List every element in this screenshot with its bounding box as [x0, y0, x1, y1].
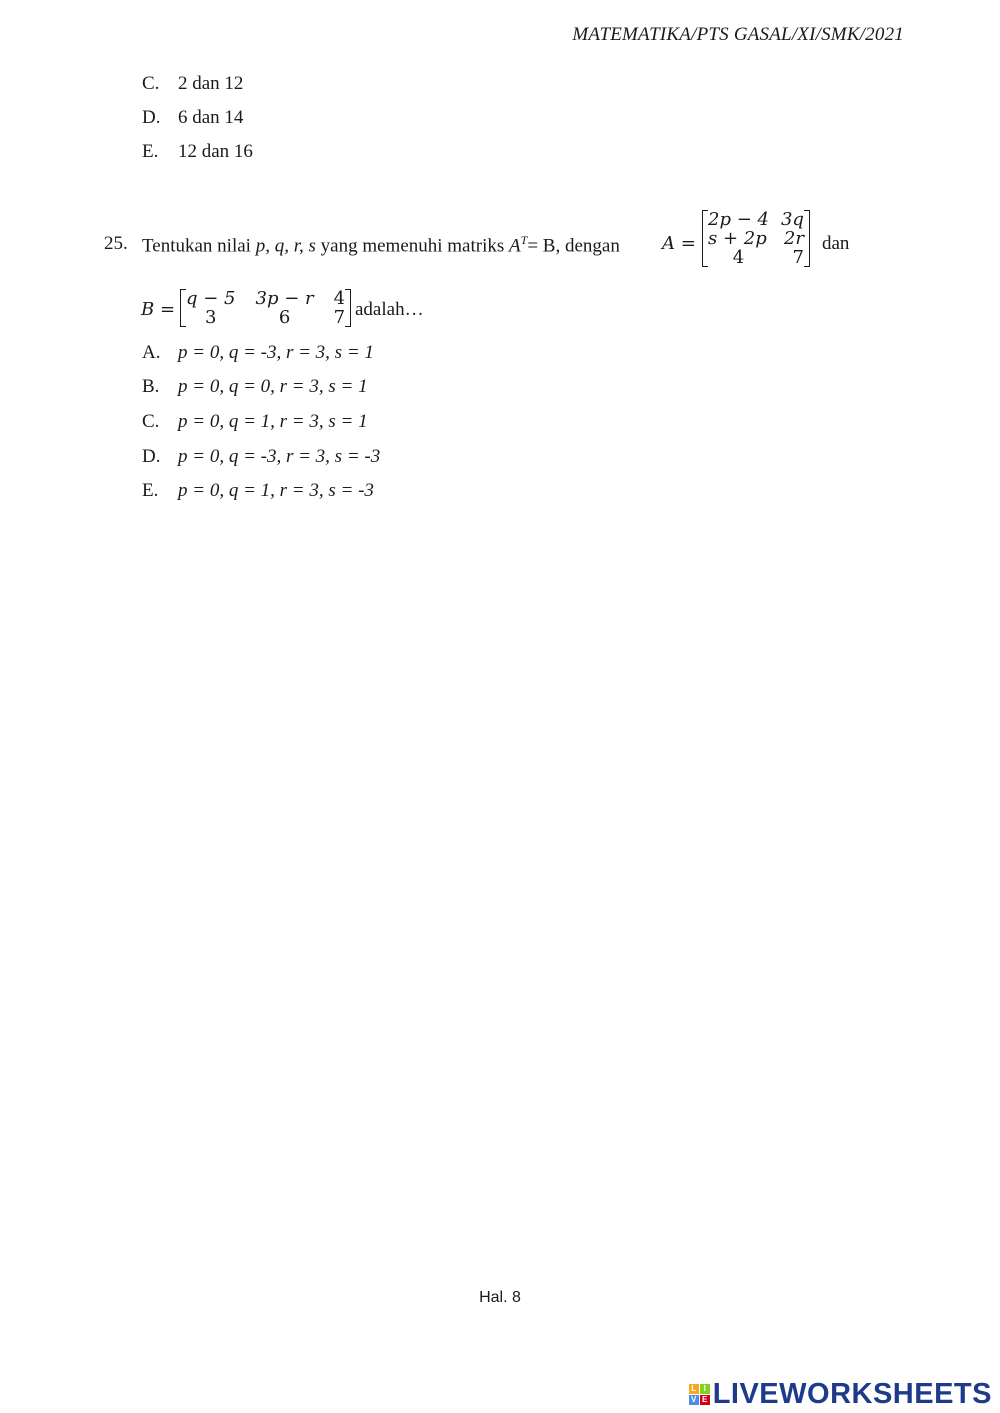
logo-icon-tile: E — [700, 1395, 710, 1405]
matrix-a-label-text: A = — [662, 233, 696, 254]
matrix-a-body — [702, 210, 810, 267]
question-number: 25. — [104, 233, 128, 254]
adalah-text: adalah… — [355, 299, 424, 320]
option-text: p = 0, q = 1, r = 3, s = -3 — [178, 480, 374, 501]
question-text-part: Tentukan nilai — [142, 235, 256, 257]
option-text: 2 dan 12 — [178, 73, 244, 94]
logo-icon-tile: V — [689, 1395, 699, 1405]
option-text: p = 0, q = 1, r = 3, s = 1 — [178, 411, 368, 432]
matrix-a — [702, 210, 810, 267]
matrix-b — [180, 289, 351, 327]
logo-icon — [689, 1384, 710, 1405]
option-text: 6 dan 14 — [178, 107, 244, 128]
option-letter: C. — [142, 73, 160, 94]
bracket-right — [345, 289, 351, 327]
matrix-b-cell: q − 5 — [186, 288, 236, 309]
bracket-left — [702, 210, 708, 267]
page-number: Hal. 8 — [479, 1289, 521, 1306]
option-letter: A. — [142, 342, 161, 363]
question-text-part: , dengan — [555, 235, 620, 257]
option-text: 12 dan 16 — [178, 141, 253, 162]
option-text: p = 0, q = 0, r = 3, s = 1 — [178, 376, 368, 397]
option-letter: E. — [142, 480, 159, 501]
option-e[interactable] — [142, 480, 374, 502]
logo-icon-tile: L — [689, 1384, 699, 1394]
question-text-part: yang memenuhi matriks — [315, 235, 510, 257]
matrix-a-cell: s + 2p — [708, 228, 767, 249]
matrix-b-body — [180, 289, 351, 327]
option-a[interactable] — [142, 342, 374, 364]
matrix-b-cell: 3p − r — [255, 288, 314, 309]
option-text: p = 0, q = -3, r = 3, s = 1 — [178, 342, 374, 363]
option-letter: C. — [142, 411, 160, 432]
dan-text: dan — [822, 233, 850, 254]
option-e-prev — [142, 141, 253, 163]
matrix-b-label — [141, 299, 175, 320]
matrix-a-cell: 2p − 4 — [708, 209, 769, 230]
matrix-b-cell: 7 — [333, 307, 346, 328]
matrix-b-cell: 3 — [205, 307, 217, 328]
page-header: MATEMATIKA/PTS GASAL/XI/SMK/2021 — [572, 24, 904, 45]
option-text: p = 0, q = -3, r = 3, s = -3 — [178, 446, 381, 467]
option-letter: E. — [142, 141, 159, 162]
logo-text: LIVEWORKSHEETS — [712, 1378, 992, 1410]
logo-icon-tile: I — [700, 1384, 710, 1394]
matrix-b-cell: 6 — [278, 307, 291, 328]
matrix-a-label — [662, 233, 696, 254]
equals-b: = B — [527, 235, 556, 257]
question-vars: p, q, r, s — [255, 235, 316, 257]
matrix-b-cell: 4 — [333, 288, 346, 309]
transpose-symbol: T — [520, 233, 528, 247]
bracket-right — [804, 210, 810, 267]
option-d-prev — [142, 107, 243, 129]
option-c[interactable] — [142, 411, 368, 433]
option-b[interactable] — [142, 376, 368, 398]
question-text — [142, 233, 620, 257]
matrix-a-cell: 2r — [783, 228, 804, 249]
matrix-a-cell: 7 — [792, 247, 804, 268]
liveworksheets-logo[interactable] — [689, 1378, 992, 1411]
option-c-prev — [142, 73, 243, 95]
option-letter: B. — [142, 376, 160, 397]
bracket-left — [180, 289, 186, 327]
matrix-a-cell: 4 — [732, 247, 745, 268]
matrix-b-label-text: B = — [141, 299, 176, 320]
option-letter: D. — [142, 446, 161, 467]
option-d[interactable] — [142, 446, 380, 468]
matrix-a-symbol: A — [509, 235, 521, 257]
option-letter: D. — [142, 107, 161, 128]
matrix-a-cell: 3q — [780, 209, 804, 230]
